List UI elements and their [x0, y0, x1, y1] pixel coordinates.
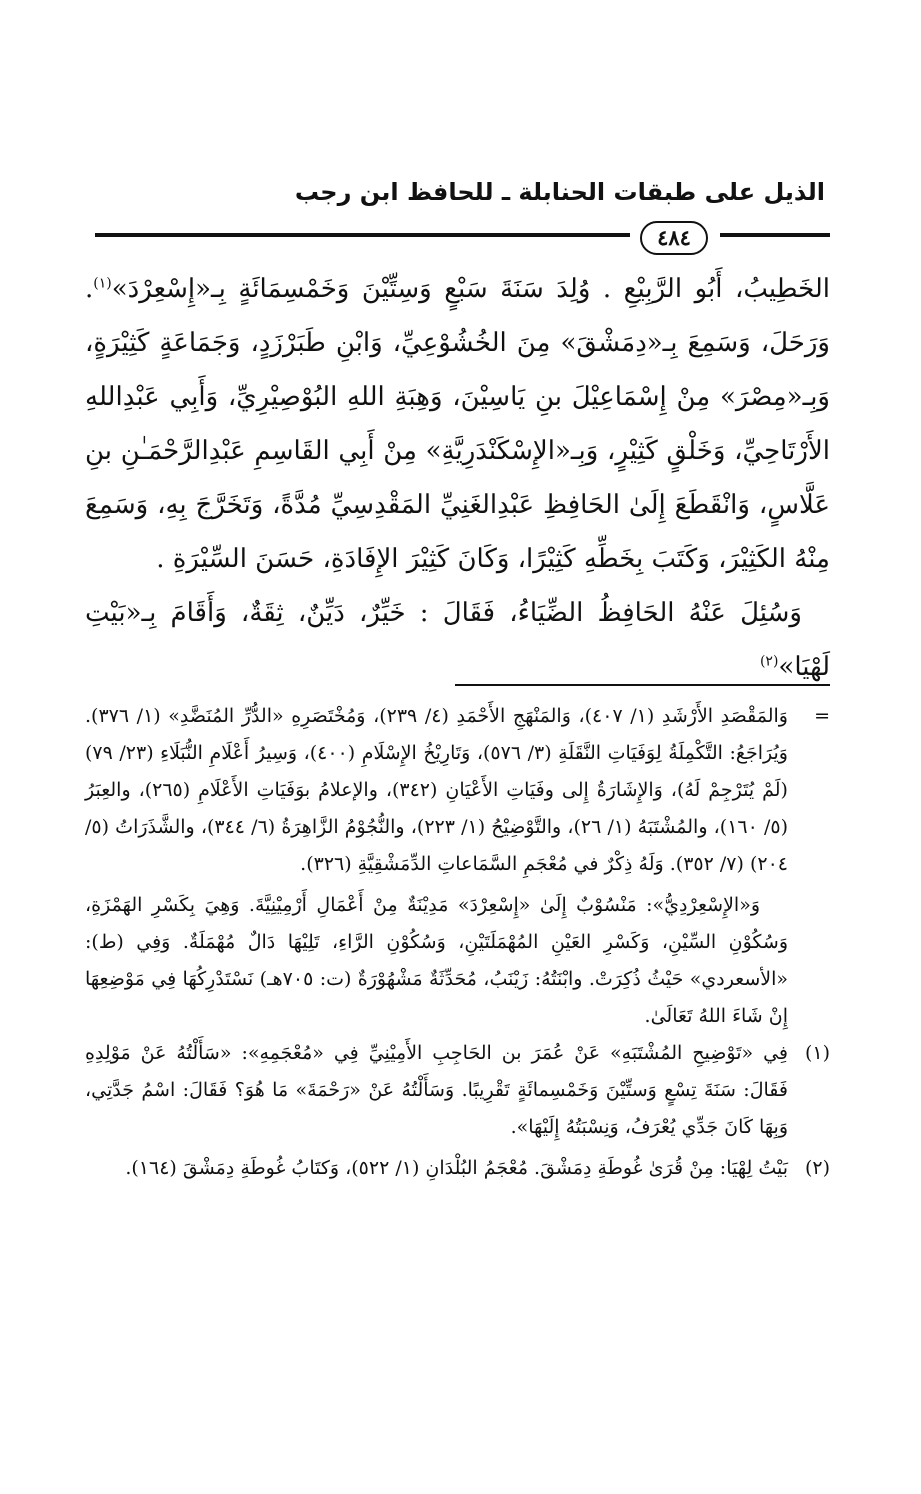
footnote-1-text: فِي «تَوْضِيحِ المُشْتَبَهِ» عَنْ عُمَرَ بن الحَاجِبِ الأَمِيْنِيِّ فِي «مُعْجَمِهِ»: «سَأَلْتُهُ عَنْ مَوْلِدِهِ فَقَالَ: سَنَةَ تِسْعٍ وَستِّيْنَ وَخَمْسِمائَةٍ تَقْرِيبًا. وَسَأَلْتُهُ عَنْ «رَحْمَةَ» مَا هُوَ؟ فَقَالَ: اسْمُ جَدَّتِي، وَبِهَا كَانَ جَدِّي يُعْرَفُ، وَنِسْبَتُهُ إِلَيْهَا».: [85, 1042, 788, 1138]
page-number: ٤٨٤: [640, 221, 708, 255]
footnote-separator: [455, 684, 830, 686]
header-rule-right: [720, 233, 830, 237]
body-paragraph-2-text: وَسُئِلَ عَنْهُ الحَافِظُ الضِّيَاءُ، فَقَالَ : خَيِّرٌ، دَيِّنٌ، ثِقَةٌ، وَأَقَامَ بِـ«بَيْتِ لَهْيَا»: [85, 598, 830, 682]
continuation-text: وَالمَقْصَدِ الأَرْشَدِ (١/ ٤٠٧)، وَالمَنْهَجِ الأَحْمَدِ (٤/ ٢٣٩)، وَمُخْتَصَرِهِ «الدُّرِّ المُنَضَّدِ» (١/ ٣٧٦). وَيُرَاجَعُ: التَّكْمِلَةُ لِوَفَيَاتِ النَّقَلَةِ (٣/ ٥٧٦)، وَتَارِيْخُ الإِسْلَامِ (٤٠٠)، وَسِيرُ أَعْلَامِ النُّبَلَاءِ (٢٣/ ٧٩) (لَمْ يُتَرْجِمْ لَهُ)، وَالإِشَارَةُ إِلى وفَيَاتِ الأَعْيَانِ (٣٤٢)، والإعلامُ بوَفَيَاتِ الأَعْلَامِ (٢٦٥)، والعِبَرُ (٥/ ١٦٠)، والمُشْتَبَهُ (١/ ٢٦)، والتَّوْضِيْحُ (١/ ٢٢٣)، والنُّجُوْمُ الزَّاهِرَةُ (٦/ ٣٤٤)، والشَّذَرَاتُ (٥/ ٢٠٤) (٧/ ٣٥٢). وَلَهُ ذِكْرٌ في مُعْجَمِ السَّمَاعاتِ الدِّمَشْقِيَّةِ (٣٢٦).: [85, 705, 789, 875]
footnote-2: [85, 1150, 830, 1187]
running-title: الذيل على طبقات الحنابلة ـ للحافظ ابن رجب: [294, 178, 825, 206]
footnote-continuation: [85, 698, 830, 883]
continuation-marker: =: [814, 705, 830, 727]
footnote-ref-2: (٢): [759, 653, 779, 670]
body-paragraph-2: [85, 586, 830, 694]
footnote-1: [85, 1035, 830, 1146]
header-rule-left: [95, 233, 630, 237]
header-rule: [95, 220, 830, 260]
body-paragraph-1-text: الخَطِيبُ، أَبُو الرَّبِيْعِ . وُلِدَ سَنَةَ سَبْعٍ وَسِتِّيْنَ وَخَمْسِمَائَةٍ بِـ«إِسْعِرْدَ»: [111, 274, 830, 304]
body-paragraph-1: [85, 262, 830, 586]
main-text: [85, 262, 830, 694]
footnote-1-marker: (١): [804, 1042, 830, 1064]
footnotes: [85, 698, 830, 1191]
footnote-2-text: بَيْتُ لِهْيَا: مِنْ قُرَىٰ غُوطَةِ دِمَشْقَ. مُعْجَمُ البُلْدَانِ (١/ ٥٢٢)، وَكتَابُ غُوطَةِ دِمَشْقَ (١٦٤).: [125, 1157, 788, 1179]
footnote-2-marker: (٢): [804, 1157, 830, 1179]
footnote-continuation-paragraph: وَ«الإِسْعِرْدِيُّ»: مَنْسُوْبٌ إِلَىٰ «إِسْعِرْدَ» مَدِيْنَةٌ مِنْ أَعْمَالِ أَرْمِيْنِيَّةَ. وَهِيَ بِكَسْرِ الهَمْزَةِ، وَسُكُوْنِ السِّيْنِ، وَكَسْرِ العَيْنِ المُهْمَلَتَيْنِ، وَسُكُوْنِ الرَّاءِ، تَلِيْهَا دَالٌ مُهْمَلَةٌ. وَفِي (ط): «الأسعردي» حَيْثُ ذُكِرَتْ. وابْنَتُهُ: زَيْنَبُ، مُحَدِّثَةٌ مَشْهُوْرَةٌ (ت: ٧٠٥هـ) نَسْتَدْرِكُهَا فِي مَوْضِعِهَا إِنْ شَاءَ اللهُ تَعَالَىٰ.: [85, 894, 788, 1027]
body-paragraph-1-continuation: . وَرَحَلَ، وَسَمِعَ بِـ«دِمَشْقَ» مِنَ الخُشُوْعِيِّ، وَابْنِ طَبَرْزَدٍ، وَجَمَاعَةٍ كَثِيْرَةٍ، وَبِـ«مِصْرَ» مِنْ إِسْمَاعِيْلَ بنِ يَاسِيْنَ، وَهِبَةِ اللهِ البُوْصِيْرِيِّ، وَأَبِي عَبْدِاللهِ الأَرْتَاحِيِّ، وَخَلْقٍ كَثِيْرٍ، وَبِـ«الإِسْكَنْدَرِيَّةِ» مِنْ أَبِي القَاسِمِ عَبْدِالرَّحْمَـٰنِ بنِ عَلَّاسٍ، وَانْقَطَعَ إِلَىٰ الحَافِظِ عَبْدِالغَنِيِّ المَقْدِسِيِّ مُدَّةً، وَتَخَرَّجَ بِهِ، وَسَمِعَ مِنْهُ الكَثِيْرَ، وَكَتَبَ بِخَطِّهِ كَثِيْرًا، وَكَانَ كَثِيْرَ الإِفَادَةِ، حَسَنَ السِّيْرَةِ .: [85, 274, 830, 574]
footnote-ref-1: (١): [93, 275, 112, 292]
